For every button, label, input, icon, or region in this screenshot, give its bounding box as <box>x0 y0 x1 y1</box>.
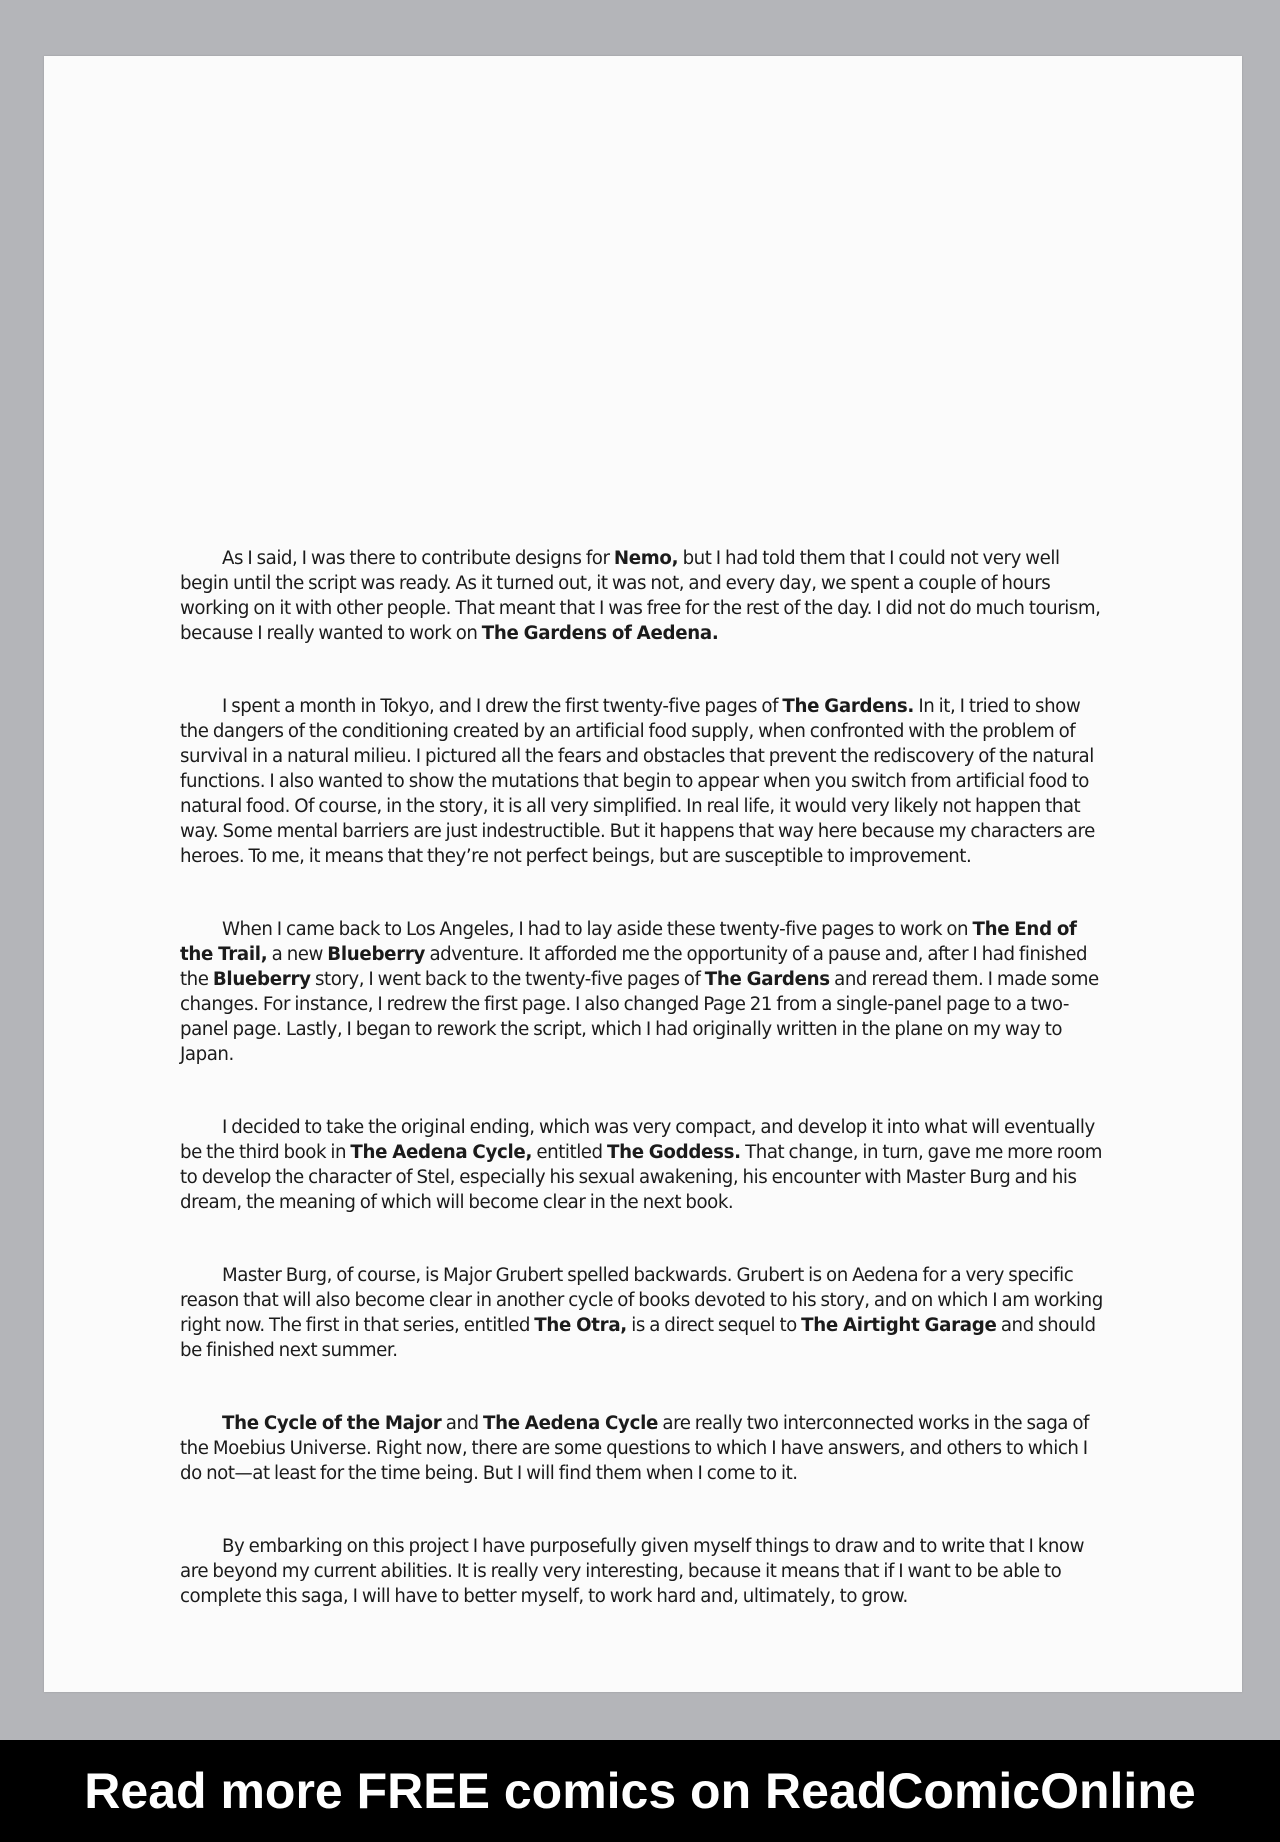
paragraph-3-run-2: The End of the Trail, <box>180 919 1077 965</box>
paragraph-2-run-1: I spent a month in Tokyo, and I drew the first twenty-five pages of <box>222 696 783 717</box>
paragraph-1-run-2: Nemo, <box>613 548 679 569</box>
promo-banner-link[interactable]: Read more FREE comics on ReadComicOnline <box>84 1763 1196 1819</box>
paragraph-6-run-4: are really two interconnected works in the saga of the Moebius Universe. Right now, there are some questions to which I have answers, and others to which I do not—at least for the time being. But I will find them when I come to it. <box>180 1413 1089 1484</box>
paragraph-5-run-3: is a direct sequel to <box>626 1315 802 1336</box>
paragraph-4-run-2: The Aedena Cycle, <box>350 1142 533 1163</box>
paragraph-5-run-1: Master Burg, of course, is Major Grubert spelled backwards. Grubert is on Aedena for a very specific reason that will also become clear in another cycle of books devoted to his story, and on which I am working right now. The first in that series, entitled <box>180 1265 1103 1336</box>
paragraph-6 <box>180 1411 1110 1486</box>
paragraph-2-run-3: In it, I tried to show the dangers of the conditioning created by an artificial food supply, when confronted with the problem of survival in a natural milieu. I pictured all the fears and obstacles that prevent the rediscovery of the natural functions. I also wanted to show the mutations that begin to appear when you switch from artificial food to natural food. Of course, in the story, it is all very simplified. In real life, it would very likely not happen that way. Some mental barriers are just indestructible. But it happens that way here because my characters are heroes. To me, it means that they’re not perfect beings, but are susceptible to improvement. <box>180 696 1095 867</box>
paragraph-3-run-8: The Gardens <box>704 969 830 990</box>
paragraph-3-run-6: Blueberry <box>212 969 311 990</box>
book-page <box>44 56 1242 1692</box>
paragraph-5 <box>180 1263 1110 1363</box>
paragraph-3-run-1: When I came back to Los Angeles, I had to lay aside these twenty-five pages to work on <box>222 919 973 940</box>
paragraph-1 <box>180 546 1110 646</box>
paragraph-1-run-1: As I said, I was there to contribute designs for <box>222 548 614 569</box>
paragraph-6-run-1: The Cycle of the Major <box>222 1413 442 1434</box>
paragraph-7-run-1: By embarking on this project I have purposefully given myself things to draw and to write that I know are beyond my current abilities. It is really very interesting, because it means that if I want to be able to complete this saga, I will have to better myself, to work hard and, ultimately, to grow. <box>180 1536 1085 1607</box>
paragraph-3-run-4: Blueberry <box>327 944 426 965</box>
paragraph-4-run-1: I decided to take the original ending, which was very compact, and develop it into what will eventually be the third book in <box>180 1117 1095 1163</box>
paragraph-2-run-2: The Gardens. <box>782 696 915 717</box>
paragraph-1-run-3: but I had told them that I could not very well begin until the script was ready. As it turned out, it was not, and every day, we spent a couple of hours working on it with other people. That meant that I was free for the rest of the day. I did not do much tourism, because I really wanted to work on <box>180 548 1101 644</box>
paragraph-5-run-4: The Airtight Garage <box>801 1315 997 1336</box>
paragraph-4-run-5: That change, in turn, gave me more room to develop the character of Stel, especially his sexual awakening, his encounter with Master Burg and his dream, the meaning of which will become clear in the next book. <box>180 1142 1103 1213</box>
paragraph-7 <box>180 1534 1110 1609</box>
paragraph-3-run-5: adventure. It afforded me the opportunity of a pause and, after I had finished the <box>180 944 1088 990</box>
article-text <box>180 546 1110 1657</box>
paragraph-4 <box>180 1115 1110 1215</box>
paragraph-3-run-7: story, I went back to the twenty-five pages of <box>310 969 705 990</box>
paragraph-4-run-4: The Goddess. <box>606 1142 741 1163</box>
paragraph-6-run-2: and <box>441 1413 483 1434</box>
paragraph-3-run-3: a new <box>267 944 328 965</box>
paragraph-3-run-9: and reread them. I made some changes. For instance, I redrew the first page. I also changed Page 21 from a single-panel page to a two-panel page. Lastly, I began to rework the script, which I had originally written in the plane on my way to Japan. <box>180 969 1099 1065</box>
paragraph-6-run-3: The Aedena Cycle <box>482 1413 659 1434</box>
paragraph-5-run-2: The Otra, <box>534 1315 627 1336</box>
paragraph-3 <box>180 917 1110 1067</box>
paragraph-4-run-3: entitled <box>532 1142 607 1163</box>
paragraph-5-run-5: and should be finished next summer. <box>180 1315 1096 1361</box>
promo-banner <box>0 1740 1280 1842</box>
paragraph-1-run-4: The Gardens of Aedena. <box>481 623 719 644</box>
paragraph-2 <box>180 694 1110 869</box>
